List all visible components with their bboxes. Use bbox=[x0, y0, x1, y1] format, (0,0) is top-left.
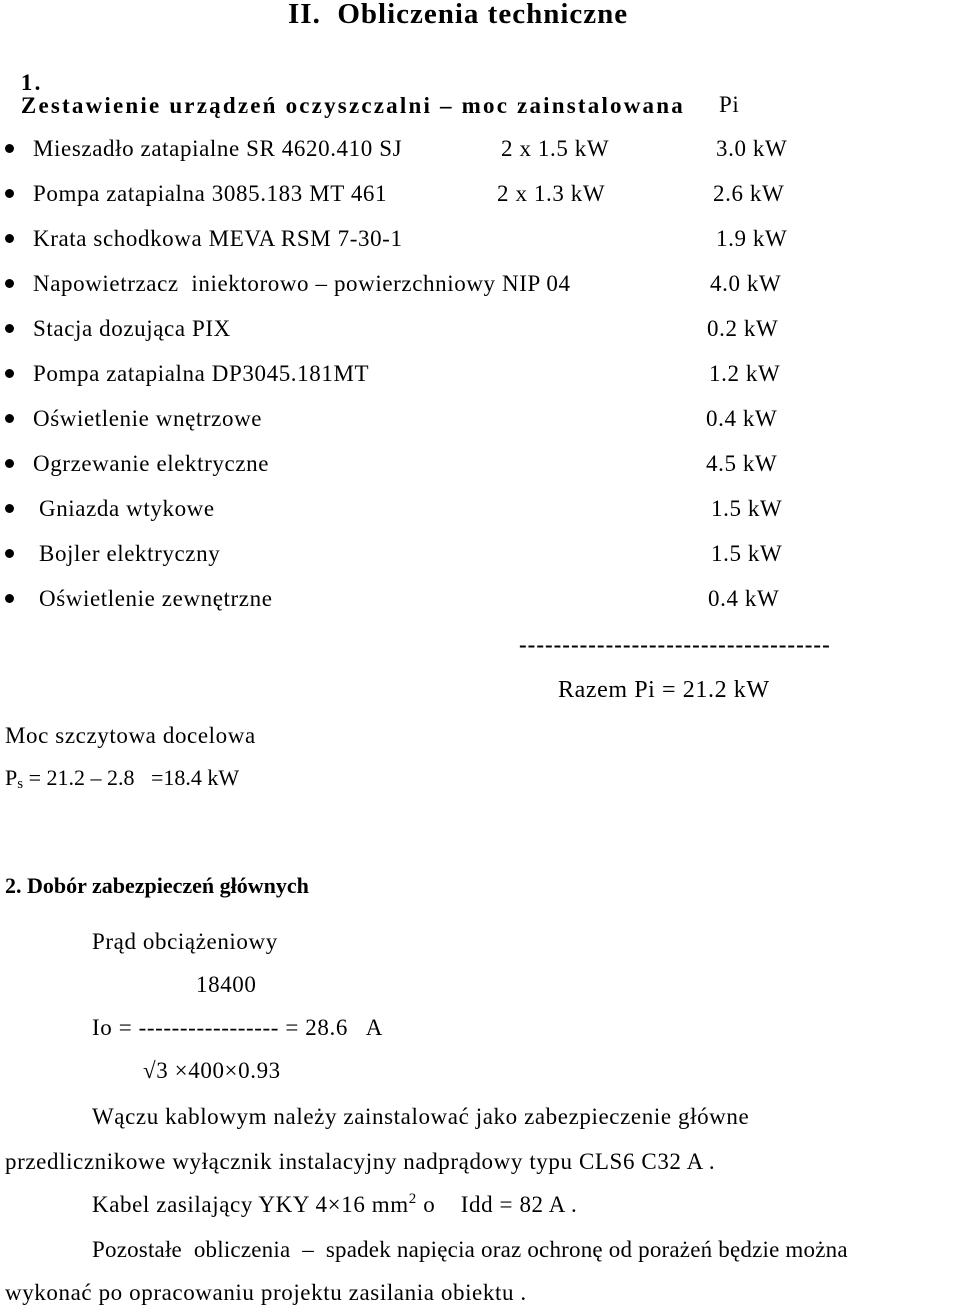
column-header-pi: Pi bbox=[719, 92, 740, 117]
total-power: Razem Pi = 21.2 kW bbox=[558, 677, 770, 703]
sum-separator: ------------------------------------ bbox=[519, 632, 831, 657]
equipment-power: 4.5 kW bbox=[706, 451, 778, 476]
document-title: II. Obliczenia techniczne bbox=[288, 0, 629, 30]
cable-text: Kabel zasilający YKY 4×16 mm bbox=[92, 1192, 409, 1217]
current-label: Prąd obciążeniowy bbox=[92, 929, 278, 954]
cable-text-after: o Idd = 82 A . bbox=[416, 1192, 578, 1217]
bullet-icon bbox=[5, 594, 14, 603]
peak-symbol: P bbox=[5, 765, 18, 790]
bullet-icon bbox=[5, 549, 14, 558]
section1-number: 1. bbox=[20, 70, 43, 95]
bullet-icon bbox=[5, 234, 14, 243]
equipment-name: Oświetlenie zewnętrzne bbox=[39, 586, 273, 611]
equipment-power: 2.6 kW bbox=[713, 181, 785, 206]
equipment-name: Gniazda wtykowe bbox=[39, 496, 215, 521]
paragraph-1-line-1: Wączu kablowym należy zainstalować jako zabezpieczenie główne bbox=[92, 1104, 750, 1129]
paragraph-1-line-2: przedlicznikowe wyłącznik instalacyjny nadprądowy typu CLS6 C32 A . bbox=[5, 1149, 716, 1174]
equipment-power: 1.5 kW bbox=[711, 496, 783, 521]
peak-power-label: Moc szczytowa docelowa bbox=[5, 723, 256, 748]
bullet-icon bbox=[5, 459, 14, 468]
paragraph-2-line-2: wykonać po opracowaniu projektu zasilania obiektu . bbox=[5, 1280, 527, 1305]
cable-spec bbox=[92, 1192, 577, 1216]
formula-denominator bbox=[143, 1059, 281, 1082]
equipment-power: 3.0 kW bbox=[716, 136, 788, 161]
equipment-power: 0.4 kW bbox=[706, 406, 778, 431]
equipment-name: Stacja dozująca PIX bbox=[33, 316, 231, 341]
equipment-detail: 2 x 1.5 kW bbox=[501, 136, 610, 161]
paragraph-2-line-1: Pozostałe obliczenia – spadek napięcia oraz ochronę od porażeń będzie można bbox=[92, 1237, 848, 1262]
section2-heading: 2. Dobór zabezpieczeń głównych bbox=[5, 873, 309, 898]
equipment-name: Ogrzewanie elektryczne bbox=[33, 451, 270, 476]
bullet-icon bbox=[5, 189, 14, 198]
bullet-icon bbox=[5, 279, 14, 288]
bullet-icon bbox=[5, 504, 14, 513]
equipment-name: Pompa zatapialna 3085.183 MT 461 bbox=[33, 181, 388, 206]
formula-numerator: 18400 bbox=[196, 972, 257, 997]
equipment-power: 1.5 kW bbox=[711, 541, 783, 566]
sqrt-symbol: √ bbox=[143, 1058, 157, 1083]
denominator-text: 3 ×400×0.93 bbox=[156, 1058, 281, 1083]
peak-formula-text: = 21.2 – 2.8 =18.4 kW bbox=[23, 765, 240, 790]
equipment-power: 1.9 kW bbox=[716, 226, 788, 251]
equipment-name: Oświetlenie wnętrzowe bbox=[33, 406, 263, 431]
bullet-icon bbox=[5, 369, 14, 378]
peak-power-formula bbox=[5, 767, 239, 792]
equipment-power: 1.2 kW bbox=[709, 361, 781, 386]
equipment-detail: 2 x 1.3 kW bbox=[497, 181, 606, 206]
bullet-icon bbox=[5, 324, 14, 333]
equipment-power: 4.0 kW bbox=[710, 271, 782, 296]
section1-heading bbox=[5, 48, 685, 117]
section1-heading-text: Zestawienie urządzeń oczyszczalni – moc zainstalowana bbox=[20, 93, 685, 118]
equipment-name: Krata schodkowa MEVA RSM 7-30-1 bbox=[33, 226, 403, 251]
bullet-icon bbox=[5, 414, 14, 423]
equipment-name: Mieszadło zatapialne SR 4620.410 SJ bbox=[33, 136, 403, 161]
equipment-name: Napowietrzacz iniektorowo – powierzchniowy NIP 04 bbox=[33, 271, 571, 296]
current-equation: Io = ----------------- = 28.6 A bbox=[92, 1015, 383, 1040]
equipment-name: Bojler elektryczny bbox=[39, 541, 221, 566]
peak-subscript: s bbox=[17, 776, 24, 792]
equipment-power: 0.2 kW bbox=[707, 316, 779, 341]
equipment-power: 0.4 kW bbox=[708, 586, 780, 611]
bullet-icon bbox=[5, 144, 14, 153]
equipment-name: Pompa zatapialna DP3045.181MT bbox=[33, 361, 370, 386]
cable-superscript: 2 bbox=[408, 1191, 417, 1207]
